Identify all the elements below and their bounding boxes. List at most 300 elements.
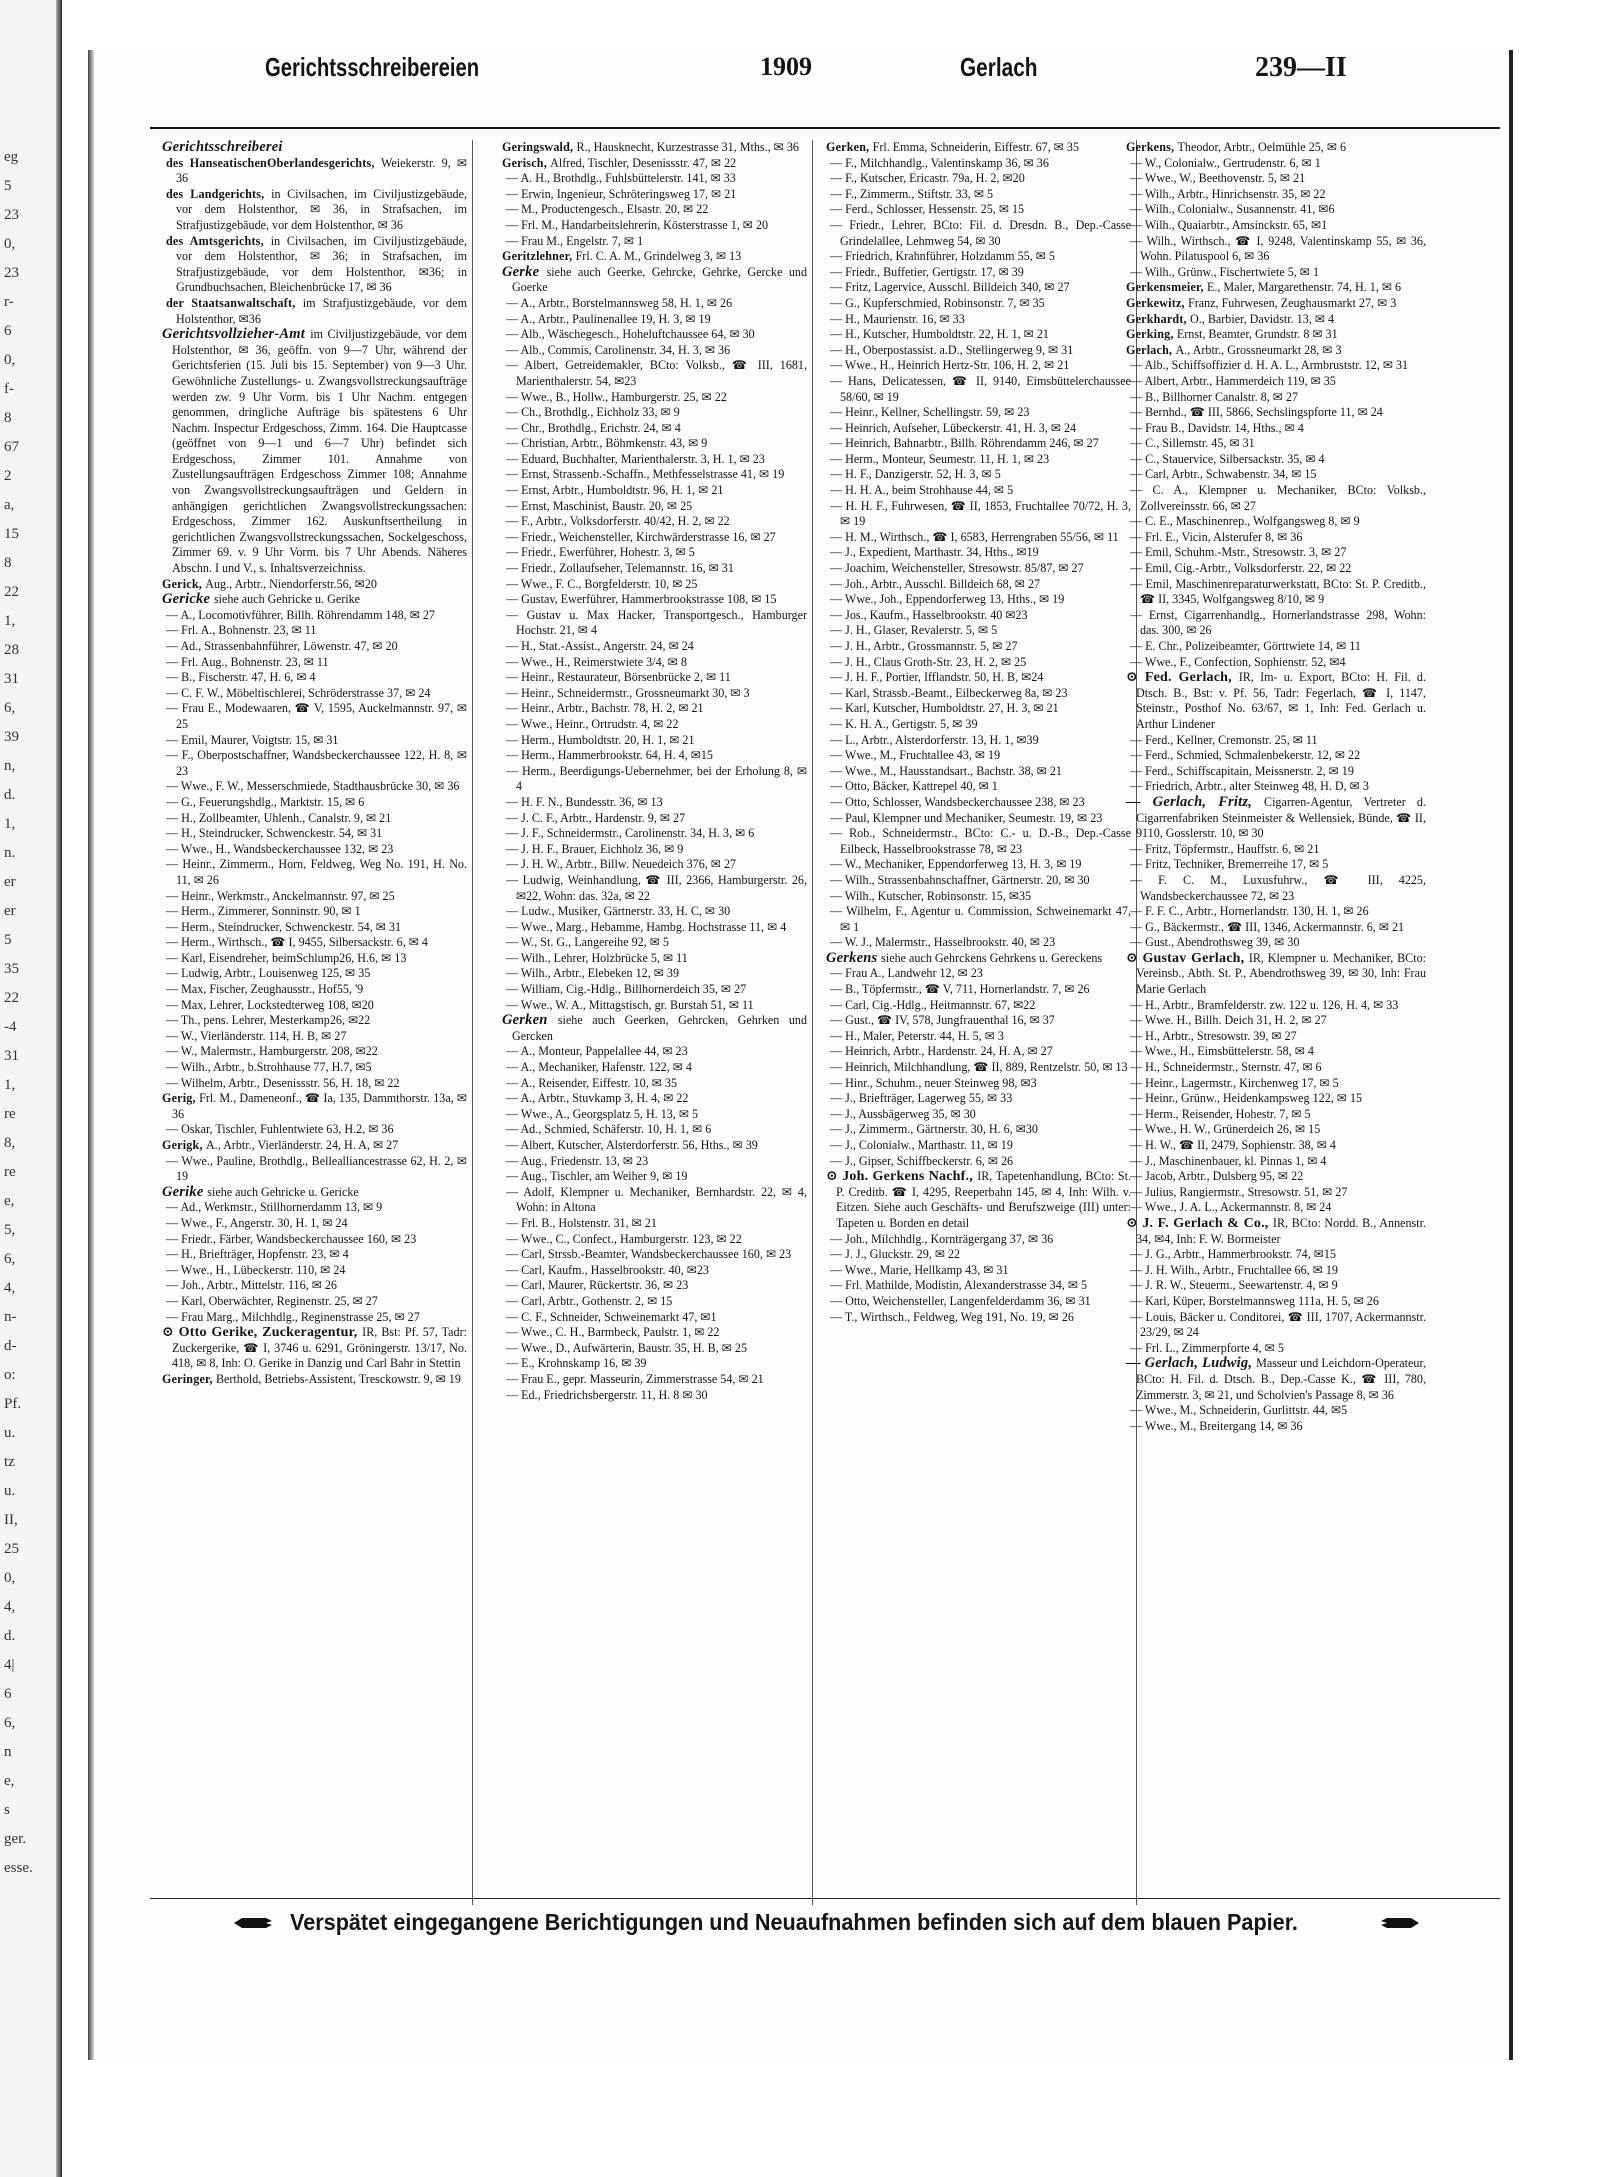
entry-name: ⊙ J. F. Gerlach & Co.,	[1126, 1215, 1273, 1231]
entry-name: Gerike	[162, 1183, 208, 1200]
margin-fragment: 31	[4, 671, 19, 687]
entry-text: O., Barbier, Davidstr. 13, ✉ 4	[1190, 311, 1335, 326]
directory-entry	[826, 1278, 1131, 1294]
directory-entry	[502, 1060, 807, 1076]
directory-entry	[162, 655, 467, 671]
directory-entry	[162, 187, 467, 234]
entry-text: R., Hausknecht, Kurzestrasse 31, Mths., ✉ 36	[576, 140, 799, 154]
entry-text: — H. W., ☎ II, 2479, Sophienstr. 38, ✉ 4	[1130, 1138, 1336, 1152]
pointing-hand-icon	[232, 1915, 276, 1931]
directory-entry	[502, 826, 807, 842]
entry-text: — Bernhd., ☎ III, 5866, Sechslingspforte 11, ✉ 24	[1130, 405, 1383, 420]
entry-name: Gerkhardt,	[1126, 311, 1191, 326]
directory-entry	[502, 1294, 807, 1310]
directory-entry	[502, 733, 807, 749]
pointing-hand-icon-right	[1377, 1915, 1421, 1931]
directory-entry	[162, 1294, 467, 1310]
entry-name: Gerisch,	[502, 155, 551, 170]
entry-text: — F., Zimmerm., Stiftstr. 33, ✉ 5	[830, 186, 994, 201]
directory-entry	[1126, 452, 1426, 468]
directory-entry	[502, 1341, 807, 1357]
entry-text: — A., Monteur, Pappelallee 44, ✉ 23	[506, 1044, 688, 1059]
entry-text: — Otto, Schlosser, Wandsbeckerchaussee 238, ✉ 23	[830, 794, 1085, 809]
entry-name: — Gerlach, Ludwig,	[1126, 1355, 1257, 1372]
entry-text: — Ad., Schmied, Schäferstr. 10, H. 1, ✉ 6	[506, 1122, 712, 1137]
directory-entry	[502, 1107, 807, 1123]
entry-name: Gerick,	[162, 576, 206, 591]
entry-text: — Friedr., Lehrer, BCto: Fil. d. Dresdn. B., Dep.-Casse Grindelallee, Lehmweg 54, ✉ 30	[830, 217, 1131, 248]
directory-entry	[502, 904, 807, 920]
entry-name: Geringer,	[162, 1371, 216, 1386]
directory-entry	[502, 545, 807, 561]
directory-entry	[1126, 1107, 1426, 1123]
entry-text: — Alb., Wäschegesch., Hoheluftchaussee 64, ✉ 30	[506, 327, 755, 342]
entry-text: — C., Stauervice, Silbersackstr. 35, ✉ 4	[1130, 451, 1325, 466]
directory-entry	[1126, 670, 1426, 732]
directory-entry	[1126, 1310, 1426, 1341]
margin-fragment: d-	[4, 1338, 17, 1354]
entry-text: — Jos., Kaufm., Hasselbrookstr. 40 ✉23	[830, 607, 1028, 622]
entry-text: — J. H. F., Brauer, Eichholz 36, ✉ 9	[506, 841, 684, 856]
entry-text: — Karl, Strassb.-Beamt., Eilbeckerweg 8a, ✉ 23	[830, 685, 1068, 700]
directory-entry	[1126, 187, 1426, 203]
entry-text: — J., Gipser, Schiffbeckerstr. 6, ✉ 26	[830, 1153, 1014, 1168]
entry-text: — W., Mechaniker, Eppendorferweg 13, H. 3, ✉ 19	[830, 857, 1082, 872]
directory-entry	[162, 982, 467, 998]
entry-text: — C. A., Klempner u. Mechaniker, BCto: Volksb., Zollvereinsstr. 66, ✉ 27	[1130, 483, 1426, 513]
directory-entry	[162, 1013, 467, 1029]
margin-fragment: u.	[4, 1483, 16, 1499]
entry-text: — Ernst, Arbtr., Humboldtstr. 96, H. 1, ✉ 21	[506, 483, 724, 498]
entry-text: — Herm., Beerdigungs-Uebernehmer, bei der Erholung 8, ✉ 4	[506, 763, 807, 794]
entry-text: — Wwe., M., Schneiderin, Gurlittstr. 44, ✉5	[1130, 1403, 1348, 1418]
directory-entry	[826, 187, 1131, 203]
entry-text: — Otto, Weichensteller, Langenfelderdamm 36, ✉ 31	[830, 1293, 1091, 1308]
entry-text: — Herm., Zimmerer, Sonninstr. 90, ✉ 1	[166, 904, 361, 919]
entry-text: Weiekerstr. 9, ✉ 36	[176, 155, 467, 186]
directory-entry	[1126, 1247, 1426, 1263]
directory-entry	[162, 639, 467, 655]
directory-entry	[826, 733, 1131, 749]
entry-name: Gerlach,	[1126, 342, 1176, 357]
entry-text: — Wwe., Marie, Hellkamp 43, ✉ 31	[830, 1262, 1009, 1277]
directory-entry	[826, 670, 1131, 686]
entry-name: Gerichtsschreiberei	[162, 139, 283, 155]
entry-text: — H. F. N., Bundesstr. 36, ✉ 13	[506, 794, 663, 809]
directory-entry	[1126, 467, 1426, 483]
entry-text: — Friedrich, Krahnführer, Holzdamm 55, ✉ 5	[830, 249, 1055, 264]
entry-text: — Frau E., gepr. Masseurin, Zimmerstrasse 54, ✉ 21	[506, 1371, 764, 1386]
entry-text: — Wwe., M., Hausstandsart., Bachstr. 38, ✉ 21	[830, 763, 1062, 778]
entry-text: IR, Tapetenhandlung, BCto: St. P. Creditb. ☎ I, 4295, Reeperbahn 145, ✉ 4, Inh: Wilh. v. Eitzen. Siehe auch Geschäfts- und Berufszweige (III) unter: Tapeten u. Borden en detail	[836, 1169, 1131, 1230]
entry-name: Gerkewitz,	[1126, 295, 1188, 310]
directory-entry	[502, 1169, 807, 1185]
directory-entry	[502, 265, 807, 296]
entry-text: — Herm., Steindrucker, Schwenckestr. 54, ✉ 31	[166, 919, 402, 934]
entry-text: — Heinr., Werkmstr., Anckelmannstr. 97, ✉ 25	[166, 888, 395, 903]
entry-text: — J. C. F., Arbtr., Hardenstr. 9, ✉ 27	[506, 810, 686, 825]
entry-text: — Chr., Brothdlg., Erichstr. 24, ✉ 4	[506, 420, 681, 435]
entry-text: — J. H., Claus Groth-Str. 23, H. 2, ✉ 25	[830, 654, 1027, 669]
entry-text: — K. H. A., Gertigstr. 5, ✉ 39	[830, 716, 978, 731]
entry-text: — Emil, Schuhm.-Mstr., Stresowstr. 3, ✉ 27	[1130, 545, 1347, 560]
directory-entry	[502, 140, 807, 156]
directory-entry	[162, 296, 467, 327]
directory-entry	[826, 826, 1131, 857]
entry-text: — Heinrich, Milchhandlung, ☎ II, 889, Rentzelstr. 50, ✉ 13	[830, 1060, 1128, 1075]
entry-text: — Wwe., C., Confect., Hamburgerstr. 123, ✉ 22	[506, 1231, 742, 1246]
entry-name: Gerkens	[826, 949, 882, 966]
entry-text: — J., Colonialw., Marthastr. 11, ✉ 19	[830, 1138, 1013, 1152]
directory-entry	[826, 1091, 1131, 1107]
entry-text: — Ferd., Schiffscapitain, Meissnerstr. 2, ✉ 19	[1130, 763, 1354, 778]
header-year: 1909	[760, 52, 812, 81]
entry-text: — Alb., Schiffsoffizier d. H. A. L., Armbruststr. 12, ✉ 31	[1130, 358, 1409, 373]
entry-text: IR, Bst: Pf. 57, Tadr: Zuckergerike, ☎ I, 3746 u. 6291, Gröningerstr. 13/17, No. 418, ✉ 8, Inh: O. Gerike in Danzig und Carl Bahr in Stettin	[172, 1325, 467, 1371]
entry-text: — Wwe., W., Beethovenstr. 5, ✉ 21	[1130, 171, 1306, 186]
margin-fragment: u.	[4, 1425, 16, 1441]
directory-entry	[1126, 873, 1426, 904]
entry-text: — Jacob, Arbtr., Dulsberg 95, ✉ 22	[1130, 1169, 1304, 1184]
directory-entry	[162, 795, 467, 811]
directory-entry	[162, 577, 467, 593]
entry-text: — Frau Marg., Milchhdlg., Reginenstrasse 25, ✉ 27	[166, 1309, 420, 1324]
directory-entry	[1126, 935, 1426, 951]
directory-entry	[162, 623, 467, 639]
directory-entry	[826, 639, 1131, 655]
directory-entry	[162, 826, 467, 842]
entry-text: — W., Colonialw., Gertrudenstr. 6, ✉ 1	[1130, 155, 1321, 170]
directory-entry	[162, 327, 467, 577]
entry-text: — J., Maschinenbauer, kl. Pinnas 1, ✉ 4	[1130, 1153, 1327, 1168]
entry-text: — Wilh., Wirthsch., ☎ I, 9248, Valentinskamp 55, ✉ 36, Wohn. Pilatuspool 6, ✉ 36	[1130, 233, 1426, 264]
margin-fragment: 4,	[4, 1599, 16, 1615]
directory-entry	[1126, 1013, 1426, 1029]
margin-fragment: 1,	[4, 613, 16, 629]
margin-fragment: re	[4, 1164, 16, 1180]
directory-entry	[162, 1185, 467, 1201]
entry-text: — Frl. E., Vicin, Alsterufer 8, ✉ 36	[1130, 529, 1303, 544]
directory-entry	[1126, 1154, 1426, 1170]
margin-fragment: 0,	[4, 236, 16, 252]
entry-text: — Wwe., M., Fruchtallee 43, ✉ 19	[830, 748, 1001, 763]
directory-entry	[162, 904, 467, 920]
entry-text: IR, Im- u. Export, BCto: H. Fil. d. Dtsch. B., Bst: v. Pf. 56, Tadr: Fegerlach, ☎ I, 1147, Steinstr., Posthof No. 63/67, ✉ 1, Inh: Fed. Gerlach u. Arthur Lindener	[1136, 670, 1426, 731]
entry-text: — Joh., Milchhdlg., Kornträgergang 37, ✉ 36	[830, 1231, 1054, 1246]
entry-text: — Ludwig, Arbtr., Louisenweg 125, ✉ 35	[166, 966, 371, 981]
entry-text: — H., Kutscher, Humboldtstr. 22, H. 1, ✉ 21	[830, 327, 1049, 342]
directory-entry	[502, 312, 807, 328]
entry-text: — H., Arbtr., Stresowstr. 39, ✉ 27	[1130, 1028, 1297, 1043]
entry-name: ⊙ Gustav Gerlach,	[1126, 950, 1249, 966]
entry-text: — Herm., Wirthsch., ☎ I, 9455, Silbersackstr. 6, ✉ 4	[166, 935, 428, 950]
directory-entry	[502, 1076, 807, 1092]
directory-entry	[1126, 1044, 1426, 1060]
entry-text: Aug., Arbtr., Niendorferstr.56, ✉20	[205, 576, 377, 591]
margin-fragment: 5	[4, 178, 12, 194]
entry-text: — Gust., Abendrothsweg 39, ✉ 30	[1130, 935, 1300, 950]
directory-entry	[826, 436, 1131, 452]
entry-text: — C., Sillemstr. 45, ✉ 31	[1130, 436, 1255, 451]
directory-entry	[1126, 795, 1426, 842]
entry-text: Franz, Fuhrwesen, Zeughausmarkt 27, ✉ 3	[1187, 295, 1397, 310]
directory-entry	[1126, 280, 1426, 296]
entry-text: — Wwe., H., Lübeckerstr. 110, ✉ 24	[166, 1262, 346, 1277]
directory-entry	[502, 1185, 807, 1216]
directory-entry	[1126, 436, 1426, 452]
directory-entry	[162, 1247, 467, 1263]
entry-text: — Hans, Delicatessen, ☎ II, 9140, Eimsbüttelerchaussee 58/60, ✉ 19	[830, 373, 1131, 404]
entry-text: — Ferd., Kellner, Cremonstr. 25, ✉ 11	[1130, 732, 1318, 747]
entry-text: — J. H. Wilh., Arbtr., Fruchtallee 66, ✉ 19	[1130, 1262, 1338, 1277]
entry-text: — Karl, Oberwächter, Reginenstr. 25, ✉ 27	[166, 1293, 378, 1308]
directory-entry	[826, 218, 1131, 249]
header-page-number: 239—II	[1255, 52, 1347, 83]
directory-entry	[162, 857, 467, 888]
entry-text: — William, Cig.-Hdlg., Billhornerdeich 35, ✉ 27	[506, 982, 747, 997]
directory-entry	[502, 1216, 807, 1232]
entry-name: ⊙ Otto Gerike, Zuckeragentur,	[162, 1325, 363, 1341]
footer-note	[232, 1908, 1432, 1940]
directory-entry	[502, 1325, 807, 1341]
entry-text: — H. M., Wirthsch., ☎ I, 6583, Herrengraben 55/56, ✉ 11	[830, 529, 1119, 544]
entry-text: — H., Zollbeamter, Uhlenh., Canalstr. 9, ✉ 21	[166, 810, 392, 825]
entry-text: Frl. Emma, Schneiderin, Eiffestr. 67, ✉ 35	[872, 140, 1080, 154]
directory-entry	[1126, 920, 1426, 936]
directory-entry	[502, 483, 807, 499]
entry-text: Alfred, Tischler, Desenissstr. 47, ✉ 22	[550, 155, 737, 170]
directory-entry	[826, 1310, 1131, 1326]
directory-entry	[1126, 857, 1426, 873]
margin-fragment: 1,	[4, 1077, 16, 1093]
directory-entry	[1126, 202, 1426, 218]
directory-entry	[826, 623, 1131, 639]
margin-fragment: e,	[4, 1773, 15, 1789]
directory-entry	[502, 655, 807, 671]
directory-entry	[826, 1013, 1131, 1029]
margin-fragment: 22	[4, 990, 19, 1006]
directory-entry	[1126, 545, 1426, 561]
margin-fragment: 4|	[4, 1657, 15, 1673]
entry-text: — T., Wirthsch., Feldweg, Weg 191, No. 19, ✉ 26	[830, 1309, 1074, 1324]
entry-text: — J. F., Schneidermstr., Carolinenstr. 34, H. 3, ✉ 6	[506, 826, 755, 841]
directory-entry	[826, 592, 1131, 608]
entry-text: — Heinrich, Aufseher, Lübeckerstr. 41, H. 3, ✉ 24	[830, 420, 1077, 435]
directory-entry	[826, 1044, 1131, 1060]
directory-entry	[502, 998, 807, 1014]
directory-entry	[502, 701, 807, 717]
margin-fragment: 15	[4, 526, 19, 542]
entry-text: — Wwe., H. W., Grünerdeich 26, ✉ 15	[1130, 1122, 1321, 1137]
adjacent-page-strip	[0, 0, 62, 2177]
directory-entry	[826, 935, 1131, 951]
entry-text: — Carl, Arbtr., Schwabenstr. 34, ✉ 15	[1130, 467, 1317, 482]
entry-name: Gerichtsvollzieher-Amt	[162, 326, 311, 343]
directory-entry	[826, 280, 1131, 296]
entry-text: — B., Fischerstr. 47, H. 6, ✉ 4	[166, 670, 316, 685]
entry-text: — Wilh., Colonialw., Susannenstr. 41, ✉6	[1130, 202, 1335, 217]
directory-entry	[502, 951, 807, 967]
directory-entry	[162, 779, 467, 795]
directory-entry	[502, 1138, 807, 1154]
directory-entry	[502, 234, 807, 250]
directory-entry	[502, 202, 807, 218]
directory-entry	[826, 249, 1131, 265]
margin-fragment: 6,	[4, 700, 16, 716]
entry-text: — Emil, Cig.-Arbtr., Volksdorferstr. 22, ✉ 22	[1130, 561, 1352, 576]
entry-text: — J. R. W., Steuerm., Seewartenstr. 4, ✉ 9	[1130, 1278, 1338, 1293]
entry-name: des Amtsgerichts,	[166, 233, 271, 248]
entry-text: — M., Productengesch., Elsastr. 20, ✉ 22	[506, 202, 709, 217]
directory-entry	[502, 1247, 807, 1263]
directory-entry	[502, 1263, 807, 1279]
margin-fragment: n-	[4, 1309, 17, 1325]
entry-text: — W., St. G., Langereihe 92, ✉ 5	[506, 935, 669, 950]
directory-entry	[162, 686, 467, 702]
entry-text: — Heinr., Grünw., Heidenkampsweg 122, ✉ 15	[1130, 1091, 1363, 1106]
directory-entry	[826, 1247, 1131, 1263]
directory-entry	[1126, 1278, 1426, 1294]
entry-text: — C. E., Maschinenrep., Wolfgangsweg 8, ✉ 9	[1130, 514, 1360, 529]
entry-text: — Wwe., C. H., Barmbeck, Paulstr. 1, ✉ 22	[506, 1325, 720, 1340]
margin-fragment: Pf.	[4, 1396, 22, 1412]
directory-entry	[826, 1232, 1131, 1248]
directory-entry	[162, 1310, 467, 1326]
directory-entry	[1126, 358, 1426, 374]
entry-name: Gerken,	[826, 140, 873, 154]
entry-text: — F., Kutscher, Ericastr. 79a, H. 2, ✉20	[830, 171, 1025, 186]
entry-text: — Aug., Friedenstr. 13, ✉ 23	[506, 1153, 649, 1168]
entry-text: — Ferd., Schlosser, Hessenstr. 25, ✉ 15	[830, 202, 1025, 217]
entry-text: — Fritz, Techniker, Bremerreihe 17, ✉ 5	[1130, 857, 1329, 872]
directory-entry	[826, 530, 1131, 546]
entry-text: — W., Malermstr., Hamburgerstr. 208, ✉22	[166, 1044, 378, 1059]
entry-text: — Ad., Werkmstr., Stillhornerdamm 13, ✉ 9	[166, 1200, 383, 1215]
directory-entry	[1126, 1169, 1426, 1185]
directory-entry	[502, 1372, 807, 1388]
directory-entry	[502, 156, 807, 172]
margin-fragment: 8	[4, 410, 12, 426]
entry-text: — B., Billhorner Canalstr. 8, ✉ 27	[1130, 389, 1299, 404]
entry-text: — Julius, Rangiermstr., Stresowstr. 51, ✉ 27	[1130, 1184, 1348, 1199]
entry-text: — Fritz, Töpfermstr., Hauffstr. 6, ✉ 21	[1130, 841, 1320, 856]
directory-entry	[1126, 140, 1426, 156]
margin-fragment: 5,	[4, 1222, 16, 1238]
entry-text: — H., Maurienstr. 16, ✉ 33	[830, 311, 965, 326]
directory-entry	[502, 499, 807, 515]
directory-entry	[162, 748, 467, 779]
entry-text: — Wwe., Heinr., Ortrudstr. 4, ✉ 22	[506, 716, 679, 731]
directory-entry	[162, 1372, 467, 1388]
entry-text: siehe auch Geerke, Gehrcke, Gehrke, Gercke und Goerke	[512, 264, 808, 295]
entry-text: IR, BCto: Nordd. B., Annenstr. 34, ✉4, Inh: F. W. Bormeister	[1136, 1215, 1426, 1246]
entry-text: — Frl. L., Zimmerpforte 4, ✉ 5	[1130, 1340, 1284, 1355]
footer-rule	[150, 1898, 1500, 1899]
directory-entry	[162, 156, 467, 187]
entry-text: — Wwe., H., Wandsbeckerchaussee 132, ✉ 23	[166, 841, 394, 856]
entry-text: — Wwe., M., Breitergang 14, ✉ 36	[1130, 1418, 1303, 1433]
entry-text: — H., Arbtr., Bramfelderstr. zw. 122 u. 126, H. 4, ✉ 33	[1130, 997, 1399, 1012]
directory-entry	[502, 920, 807, 936]
entry-text: siehe auch Gehricke u. Gerike	[213, 592, 361, 607]
entry-text: — Karl, Eisendreher, beimSchlump26, H.6, ✉ 13	[166, 950, 407, 965]
entry-text: — Albert, Getreidemakler, BCto: Volksb., ☎ III, 1681, Marienthalerstr. 54, ✉23	[506, 358, 807, 388]
directory-entry	[1126, 1216, 1426, 1247]
directory-entry	[826, 608, 1131, 624]
entry-name: des Landgerichts,	[166, 186, 272, 201]
entry-text: — Wwe., H., Heinrich Hertz-Str. 106, H. 2, ✉ 21	[830, 358, 1070, 373]
directory-entry	[502, 1278, 807, 1294]
entry-text: siehe auch Gehrckens Gehrkens u. Gereckens	[881, 950, 1103, 965]
column-2	[502, 140, 807, 1403]
entry-name: ⊙ Joh. Gerkens Nachf.,	[826, 1169, 978, 1185]
entry-text: — Herm., Humboldtstr. 20, H. 1, ✉ 21	[506, 732, 695, 747]
entry-text: — Wwe., Pauline, Brothdlg., Bellealliancestrasse 62, H. 2, ✉ 19	[166, 1153, 467, 1184]
margin-fragment: II,	[4, 1512, 18, 1528]
directory-entry	[502, 1013, 807, 1044]
directory-entry	[502, 966, 807, 982]
column-3	[826, 140, 1131, 1325]
entry-text: Frl. C. A. M., Grindelweg 3, ✉ 13	[575, 249, 742, 264]
directory-entry	[502, 857, 807, 873]
directory-entry	[1126, 327, 1426, 343]
entry-text: — J., Briefträger, Lagerweg 55, ✉ 33	[830, 1091, 1013, 1106]
directory-entry	[502, 842, 807, 858]
margin-fragment: 25	[4, 1541, 19, 1557]
header-middle: Gerlach	[960, 52, 1038, 82]
entry-text: — L., Arbtr., Alsterdorferstr. 13, H. 1, ✉39	[830, 732, 1039, 747]
directory-entry	[162, 951, 467, 967]
margin-fragment: 22	[4, 584, 19, 600]
directory-entry	[502, 249, 807, 265]
entry-text: in Civilsachen, im Civiljustizgebäude, vor dem Holstenthor, ✉ 36, in Strafsachen, im Strafjustizgebäude, vor dem Holstenthor, ✉ 36	[176, 186, 467, 232]
directory-entry	[162, 935, 467, 951]
margin-fragment: 0,	[4, 352, 16, 368]
entry-text: — Wilh., Quaiarbtr., Amsinckstr. 65, ✉1	[1130, 217, 1328, 232]
margin-fragment: a,	[4, 497, 15, 513]
directory-entry	[1126, 1060, 1426, 1076]
directory-entry	[826, 998, 1131, 1014]
entry-text: — Wwe., H., Reimerstwiete 3/4, ✉ 8	[506, 654, 687, 669]
entry-text: — H., Maler, Peterstr. 44, H. 5, ✉ 3	[830, 1028, 1004, 1043]
directory-entry	[162, 234, 467, 296]
directory-entry	[502, 873, 807, 904]
entry-text: — Carl, Arbtr., Gothenstr. 2, ✉ 15	[506, 1293, 673, 1308]
margin-fragment: -4	[4, 1019, 17, 1035]
margin-fragment: esse.	[4, 1860, 33, 1876]
directory-entry	[826, 982, 1131, 998]
directory-entry	[502, 390, 807, 406]
entry-text: — Wilh., Arbtr., Hinrichsenstr. 35, ✉ 22	[1130, 186, 1326, 201]
directory-entry	[826, 1169, 1131, 1231]
directory-entry	[162, 920, 467, 936]
entry-text: — H., Oberpostassist. a.D., Stellingerweg 9, ✉ 31	[830, 342, 1074, 357]
directory-entry	[826, 748, 1131, 764]
entry-text: — H. H. A., beim Strohhause 44, ✉ 5	[830, 483, 1014, 498]
margin-fragment: re	[4, 1106, 16, 1122]
directory-entry	[826, 156, 1131, 172]
margin-fragment: 1,	[4, 816, 16, 832]
directory-entry	[162, 701, 467, 732]
entry-text: — Karl, Kutscher, Humboldtstr. 27, H. 3, ✉ 21	[830, 701, 1059, 716]
directory-entry	[502, 1232, 807, 1248]
directory-entry	[826, 904, 1131, 935]
entry-text: A., Arbtr., Vierländerstr. 24, H. A, ✉ 27	[205, 1138, 399, 1152]
entry-text: — A. H., Brothdlg., Fuhlsbüttelerstr. 141, ✉ 33	[506, 171, 736, 186]
entry-name: — Gerlach, Fritz,	[1126, 793, 1264, 810]
directory-entry	[1126, 405, 1426, 421]
directory-entry	[826, 405, 1131, 421]
